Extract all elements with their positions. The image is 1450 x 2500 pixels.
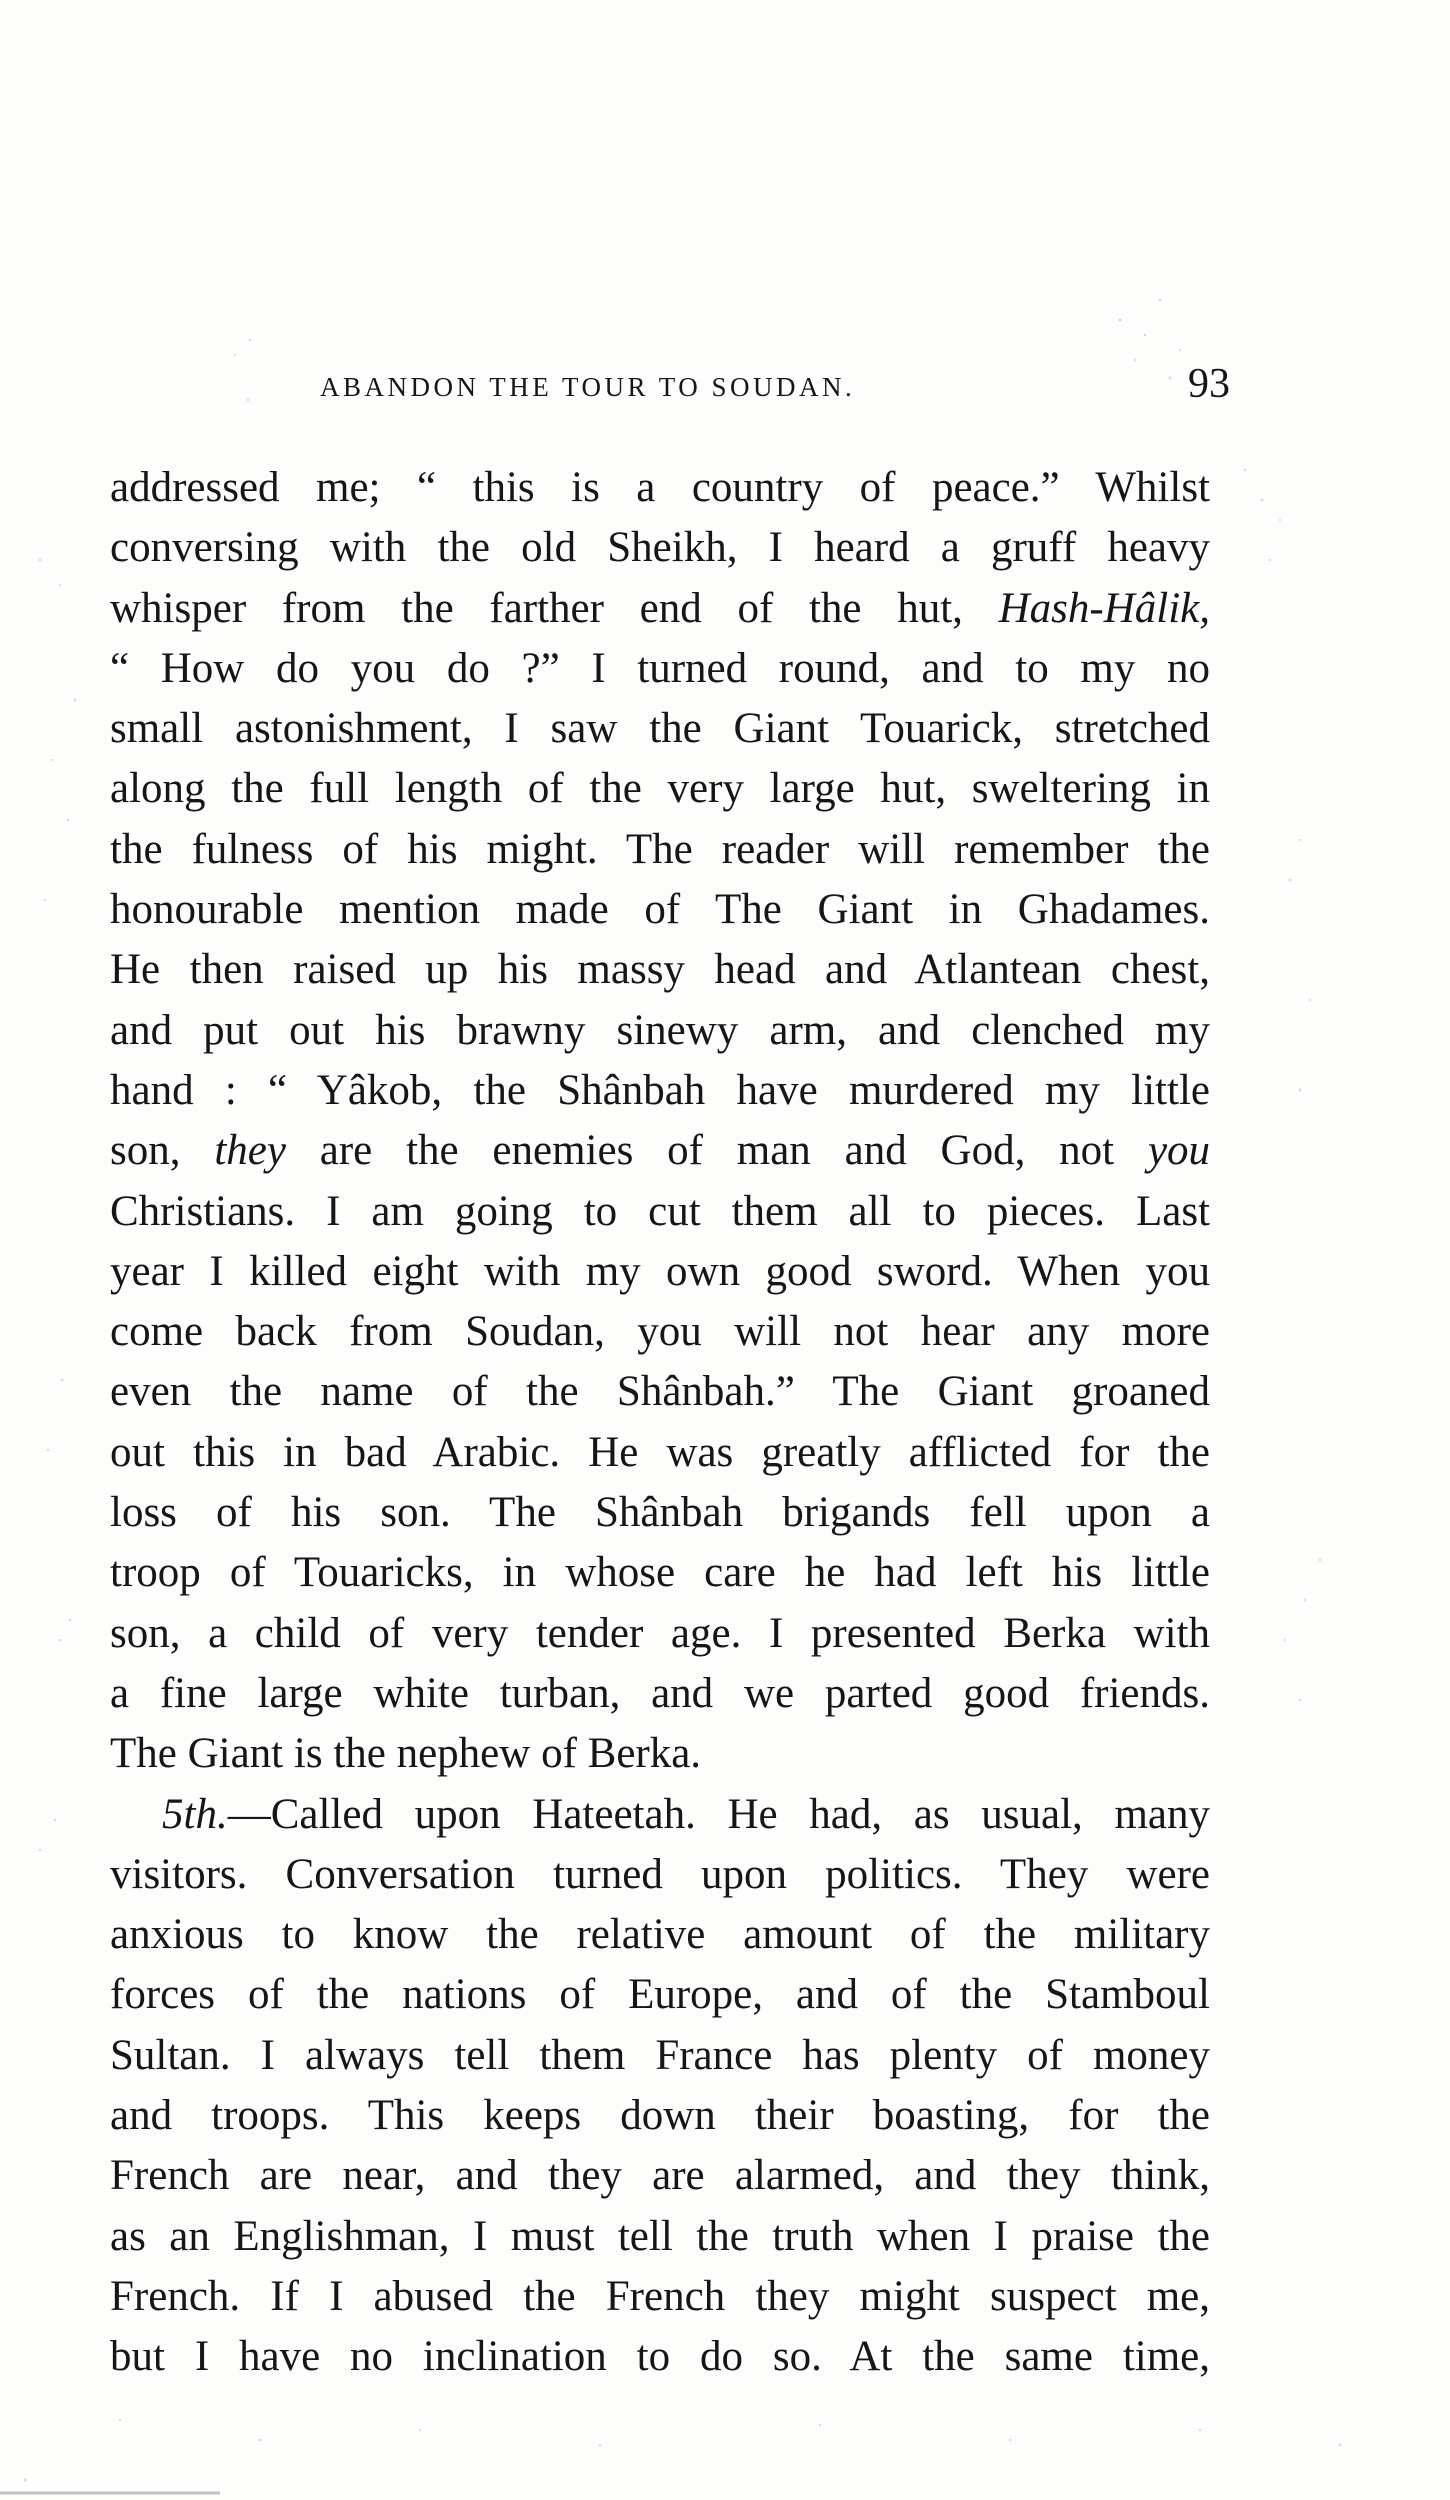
text-line: He then raised up his massy head and Atlantean chest,	[110, 946, 1210, 994]
text-line: and troops. This keeps down their boasting, for the	[110, 2092, 1210, 2140]
text-line: Christians. I am going to cut them all to pieces. Last	[110, 1187, 1210, 1235]
running-head: ABANDON THE TOUR TO SOUDAN.	[320, 372, 856, 402]
text-line: conversing with the old Sheikh, I heard a gruff heavy	[110, 524, 1210, 572]
text-line: small astonishment, I saw the Giant Touarick, stretched	[110, 705, 1210, 753]
text-line: honourable mention made of The Giant in Ghadames.	[110, 886, 1210, 934]
italic-word: you	[1147, 1127, 1211, 1175]
text-line: hand : “ Yâkob, the Shânbah have murdered my little	[110, 1066, 1210, 1114]
italic-word: they	[214, 1127, 286, 1175]
text-line: addressed me; “ this is a country of peace.” Whilst	[110, 464, 1210, 511]
text-line: and put out his brawny sinewy arm, and clenched my	[110, 1006, 1210, 1054]
date-marker: 5th.	[162, 1790, 228, 1838]
italic-phrase: Hash-Hâlik,	[998, 584, 1211, 632]
text-line: visitors. Conversation turned upon politics. They were	[110, 1850, 1210, 1898]
text-line: year I killed eight with my own good sword. When you	[110, 1247, 1210, 1295]
text-line: son, a child of very tender age. I presented Berka with	[110, 1609, 1210, 1657]
body-text	[110, 458, 1210, 2388]
text-line: but I have no inclination to do so. At the same time,	[110, 2333, 1210, 2381]
text-line: out this in bad Arabic. He was greatly afflicted for the	[110, 1428, 1210, 1476]
text-line: “ How do you do ?” I turned round, and to my no	[110, 644, 1210, 692]
text-line: even the name of the Shânbah.” The Giant groaned	[110, 1368, 1210, 1416]
text-line: The Giant is the nephew of Berka.	[110, 1730, 702, 1778]
text-line: come back from Soudan, you will not hear any more	[110, 1308, 1210, 1356]
text-line: French. If I abused the French they might suspect me,	[110, 2272, 1210, 2320]
text-line: a fine large white turban, and we parted good friends.	[110, 1669, 1210, 1717]
text-line: son, they are the enemies of man and God, not you	[110, 1127, 1211, 1175]
text-line: whisper from the farther end of the hut, Hash-Hâlik,	[110, 584, 1211, 632]
text-line: French are near, and they are alarmed, and they think,	[110, 2152, 1210, 2200]
text-line: along the full length of the very large hut, sweltering in	[110, 765, 1210, 813]
text-line: loss of his son. The Shânbah brigands fell upon a	[110, 1489, 1210, 1537]
page-header	[320, 361, 1230, 422]
text-line: 5th.—Called upon Hateetah. He had, as usual, many	[162, 1790, 1210, 1838]
text-line: Sultan. I always tell them France has plenty of money	[110, 2031, 1210, 2079]
page-number: 93	[1188, 361, 1230, 407]
text-line: anxious to know the relative amount of the military	[110, 1911, 1210, 1959]
text-line: troop of Touaricks, in whose care he had left his little	[110, 1549, 1210, 1597]
text-line: forces of the nations of Europe, and of the Stamboul	[110, 1971, 1210, 2019]
text-line: as an Englishman, I must tell the truth when I praise the	[110, 2212, 1210, 2260]
text-line: the fulness of his might. The reader will remember the	[110, 825, 1210, 873]
